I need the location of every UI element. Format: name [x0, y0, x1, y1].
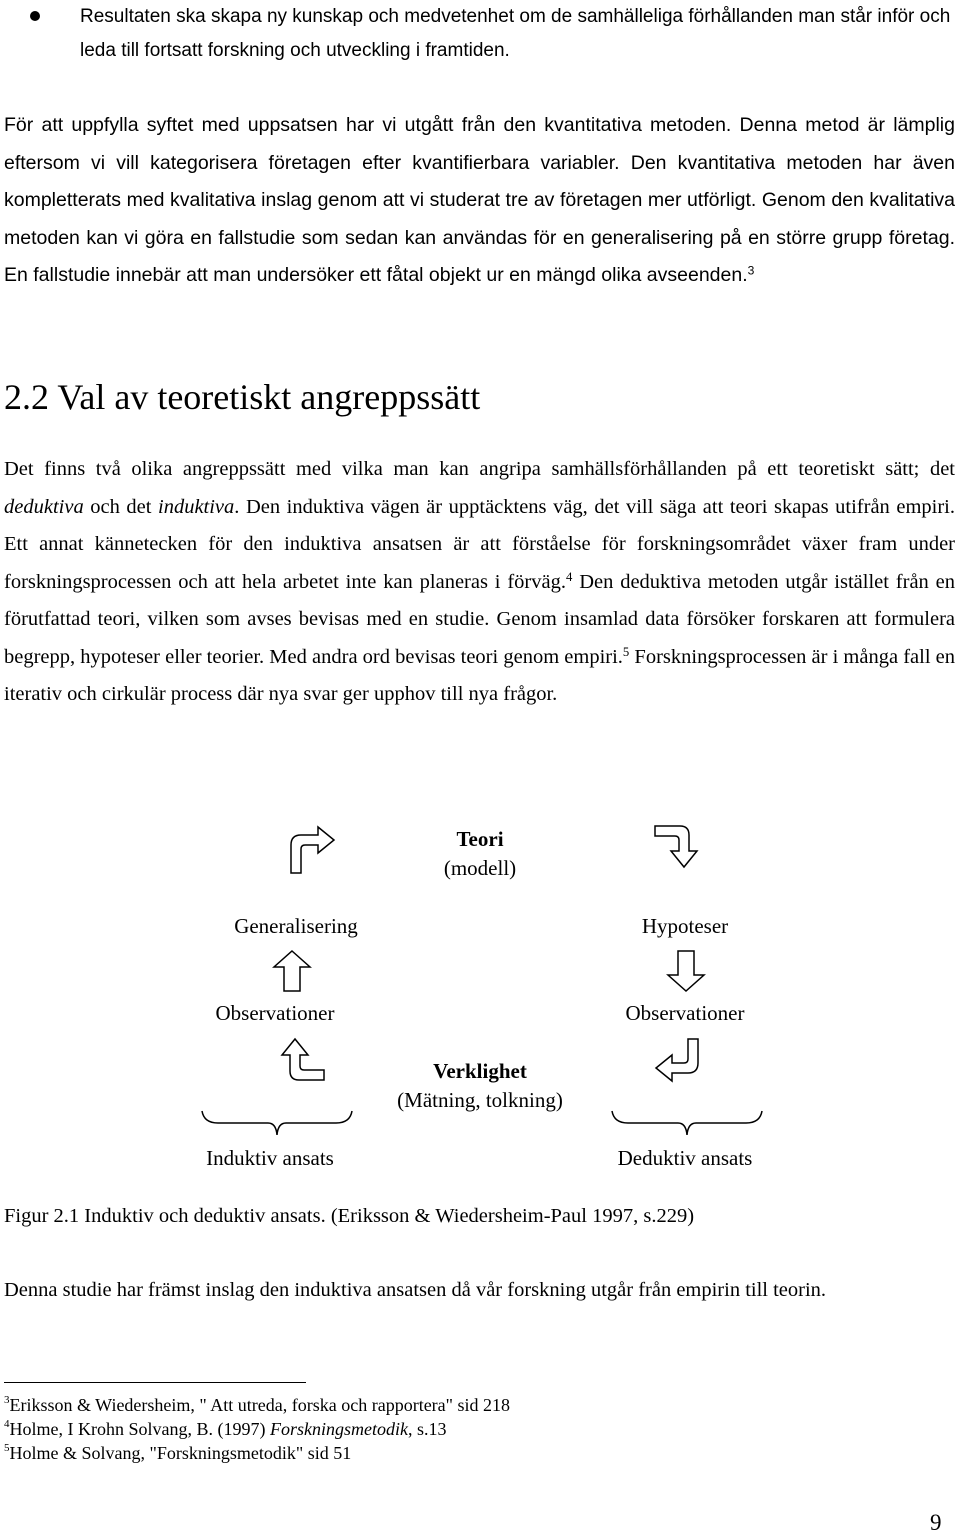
footnote-ref-4: 4 — [565, 569, 573, 584]
paragraph-method — [4, 107, 955, 295]
right-brace-icon — [610, 1109, 764, 1139]
method-sentence-4: En fallstudie innebär att man undersöker ett fåtal objekt ur en mängd olika avseenden. — [4, 264, 748, 287]
footnote-book-title: Forskningsmetodik — [269, 1419, 408, 1439]
bullet-icon — [30, 11, 40, 21]
paragraph-approaches — [4, 451, 955, 714]
page-number: 9 — [930, 1510, 942, 1535]
approaches-text-4: Den deduktiva metoden utgår istället från en förutfattad teori, vilken som avses bevisas med en studie. Genom insamlad data försöker forskaren att formulera begrepp, hypoteser eller teorier. Med andra ord bevisas teori genom empiri. — [4, 570, 955, 668]
theory-label: Teori — [456, 827, 504, 851]
up-arrow-icon — [270, 949, 314, 993]
left-observations-label: Observationer — [215, 1001, 335, 1025]
method-sentence-1: För att uppfylla syftet med uppsatsen har vi utgått från den kvantitativa metoden. Denna metod är lämplig eftersom vi vill kategorisera företagen efter kvantifierbara variabler. — [4, 114, 955, 174]
bullet-item — [0, 0, 960, 70]
footnote-text: Holme, I Krohn Solvang, B. (1997) — [9, 1419, 270, 1439]
curved-arrow-up-right-icon — [288, 823, 338, 875]
footnote-4 — [4, 1417, 446, 1441]
method-sentence-3: Genom den kvalitativa metoden kan vi göra en fallstudie som sedan kan användas för en generalisering på en större grupp företag. — [4, 189, 955, 249]
section-heading: 2.2 Val av teoretiskt angreppssätt — [4, 377, 481, 417]
curved-arrow-left-up-icon — [274, 1037, 326, 1083]
right-observations-label: Observationer — [625, 1001, 745, 1025]
footnote-number: 4 — [4, 1418, 10, 1430]
approaches-text-3: . Den induktiva vägen är upptäcktens väg, det vill säga att teori skapas utifrån empiri. Ett annat kännetecken för den induktiva ansatsen är att förståelse för forskningsområdet växer fram under forskningsprocessen och att hela arbetet inte kan planeras i förväg. — [4, 495, 955, 593]
term-induktiva: induktiva — [158, 495, 235, 518]
inductive-caption: Induktiv ansats — [206, 1146, 334, 1170]
footnote-ref-3: 3 — [747, 263, 755, 278]
down-arrow-icon — [664, 949, 708, 993]
footnote-3 — [4, 1393, 510, 1417]
footnote-5 — [4, 1441, 351, 1465]
figure-caption: Figur 2.1 Induktiv och deduktiv ansats. (Eriksson & Wiedersheim-Paul 1997, s.229) — [4, 1205, 695, 1227]
approaches-text-5: Forskningsprocessen är i många fall en iterativ och cirkulär process där nya svar ger upphov till nya frågor. — [4, 645, 956, 705]
research-cycle-diagram — [0, 815, 960, 1185]
footnote-number: 5 — [4, 1442, 10, 1454]
hypotheses-label: Hypoteser — [641, 914, 729, 938]
curved-arrow-right-down-icon — [652, 823, 702, 871]
method-sentence-2: Den kvantitativa metoden har även kompletterats med kvalitativa inslag genom att vi studerat tre av företagen mer utförligt. — [4, 151, 955, 212]
theory-sublabel: (modell) — [443, 856, 517, 880]
generalisation-label: Generalisering — [234, 914, 358, 938]
footnote-text: Holme & Solvang, "Forskningsmetodik" sid 51 — [9, 1443, 352, 1463]
term-deduktiva: deduktiva — [4, 495, 84, 518]
deductive-caption: Deduktiv ansats — [617, 1146, 753, 1170]
paragraph-conclusion: Denna studie har främst inslag den induktiva ansatsen då vår forskning utgår från empirin till teorin. — [4, 1279, 827, 1301]
footnote-ref-5: 5 — [622, 644, 630, 659]
footnote-text: Eriksson & Wiedersheim, " Att utreda, forska och rapportera" sid 218 — [9, 1395, 511, 1415]
approaches-text-2: och det — [83, 495, 158, 518]
reality-label: Verklighet — [433, 1059, 527, 1083]
footnote-text: , s.13 — [407, 1419, 447, 1439]
left-brace-icon — [200, 1109, 354, 1139]
curved-arrow-down-left-icon — [652, 1037, 702, 1083]
footnote-number: 3 — [4, 1394, 10, 1406]
bullet-text: Resultaten ska skapa ny kunskap och medvetenhet om de samhälleliga förhållanden man står inför och leda till fortsatt forskning och utveckling i framtiden. — [80, 6, 951, 61]
approaches-text-1: Det finns två olika angreppssätt med vilka man kan angripa samhällsförhållanden på ett teoretiskt sätt; det — [4, 458, 955, 480]
reality-sublabel: (Mätning, tolkning) — [397, 1088, 563, 1112]
footnote-separator — [4, 1382, 306, 1383]
